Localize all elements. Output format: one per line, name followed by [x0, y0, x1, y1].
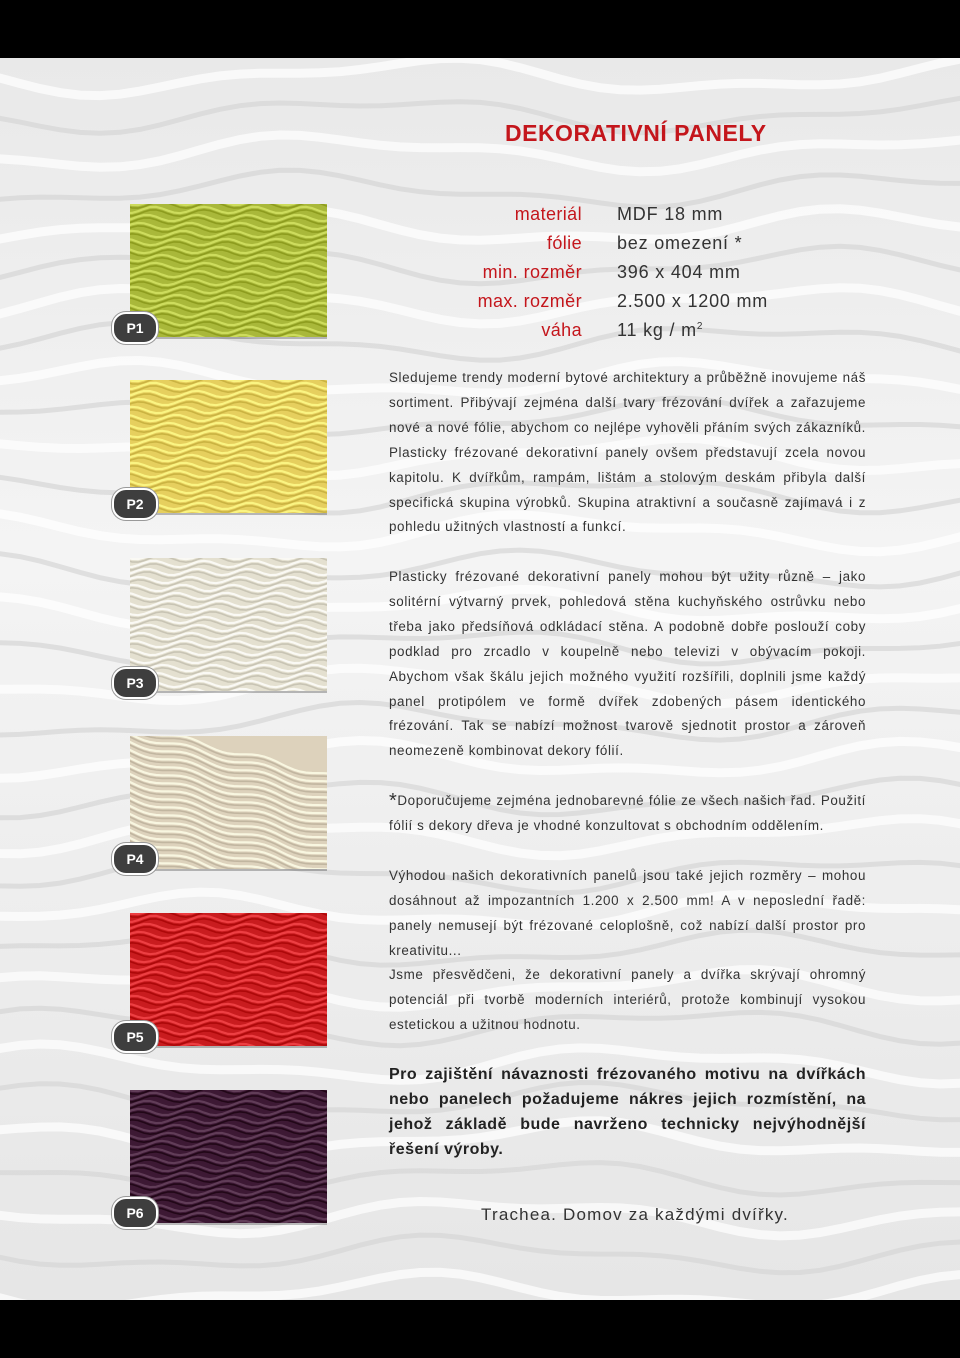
- spec-label-material: materiál: [514, 204, 582, 224]
- footnote-marker: *: [389, 790, 398, 812]
- spec-value-weight-text: 11 kg / m: [617, 320, 697, 340]
- panel-badge-p6: P6: [112, 1197, 158, 1229]
- panel-sample-p6: [130, 1090, 327, 1225]
- panel-badge-p2: P2: [112, 488, 158, 520]
- panel-sample-p3: [130, 558, 327, 693]
- top-black-bar: [0, 0, 960, 58]
- page-title: DEKORATIVNÍ PANELY: [505, 120, 767, 146]
- paragraph-intro: Sledujeme trendy moderní bytové architektury a průběžně inovujeme náš sortiment. Přibývají zejména další tvary frézování dvířek a zařazujeme nové a nové fólie, abychom co nejlépe vyhověli přáním svých zákazníků. Plasticky frézované dekorativní panely ovšem představují zcela novou kapitolu. K dvířkům, rampám, lištám a stolovým deskám přibyla další specifická skupina výrobků. Skupina atraktivní a současně zajímavá i z pohledu užitných vlastností a funkcí.: [389, 370, 866, 535]
- panel-sample-p4: [130, 736, 327, 871]
- panel-sample-p5: [130, 913, 327, 1048]
- bottom-black-bar: [0, 1300, 960, 1358]
- spec-value-material: MDF 18 mm: [617, 204, 724, 224]
- spec-value-weight-sup: 2: [696, 321, 704, 332]
- paragraph-conviction: Jsme přesvědčeni, že dekorativní panely a dvířka skrývají ohromný potenciál při tvorbě moderních interiérů, protože kombinují vysokou estetickou a užitnou hodnotu.: [389, 967, 866, 1032]
- panel-badge-p4: P4: [112, 843, 158, 875]
- spec-value-max-size: 2.500 x 1200 mm: [617, 291, 769, 311]
- spec-label-weight: váha: [541, 320, 582, 340]
- spec-label-min-size: min. rozměr: [482, 262, 582, 282]
- paragraph-requirement: Pro zajištění návaznosti frézovaného motivu na dvířkách nebo panelech požadujeme nákres jejich rozmístění, na jehož základě bude navrženo technicky nejvýhodnější řešení výroby.: [389, 1066, 866, 1158]
- footnote-text: Doporučujeme zejména jednobarevné fólie ze všech našich řad. Použití fólií s dekory dřeva je vhodné konzultovat s obchodním oddělením.: [389, 793, 866, 833]
- paragraph-usage: Plasticky frézované dekorativní panely mohou být užity různě – jako solitérní výtvarný prvek, pohledová stěna kuchyňského ostrůvku nebo třeba jako předsíňová odkládací stěna. A podobně dobře poslouží coby podklad pro zrcadlo v koupelně nebo televizi v obývacím pokoji. Abychom však škálu jejich možného využití rozšířili, doplnili jsme každý panel protipólem ve formě dvířek zdobených pásem identického frézování. Tak se nabízí možnost tvarově sjednotit prostor a zároveň neomezeně kombinovat dekory fólií.: [389, 569, 866, 759]
- panel-sample-p2: [130, 380, 327, 515]
- spec-value-weight: [617, 320, 703, 341]
- paragraph-footnote: [389, 789, 866, 839]
- panel-sample-p1: [130, 204, 327, 339]
- panel-badge-p3: P3: [112, 667, 158, 699]
- panel-badge-p5: P5: [112, 1021, 158, 1053]
- spec-label-max-size: max. rozměr: [477, 291, 582, 311]
- panel-badge-p1: P1: [112, 312, 158, 344]
- spec-value-foil: bez omezení *: [617, 233, 743, 253]
- spec-value-min-size: 396 x 404 mm: [617, 262, 741, 282]
- paragraph-dimensions: Výhodou našich dekorativních panelů jsou také jejich rozměry – mohou dosáhnout až impozantních 1.200 x 2.500 mm! A v neposlední řadě: panely nemusejí být frézované celoplošně, což nabízí další prostor pro kreativitu...: [389, 868, 866, 958]
- spec-label-foil: fólie: [546, 233, 582, 253]
- tagline: Trachea. Domov za každými dvířky.: [481, 1205, 789, 1224]
